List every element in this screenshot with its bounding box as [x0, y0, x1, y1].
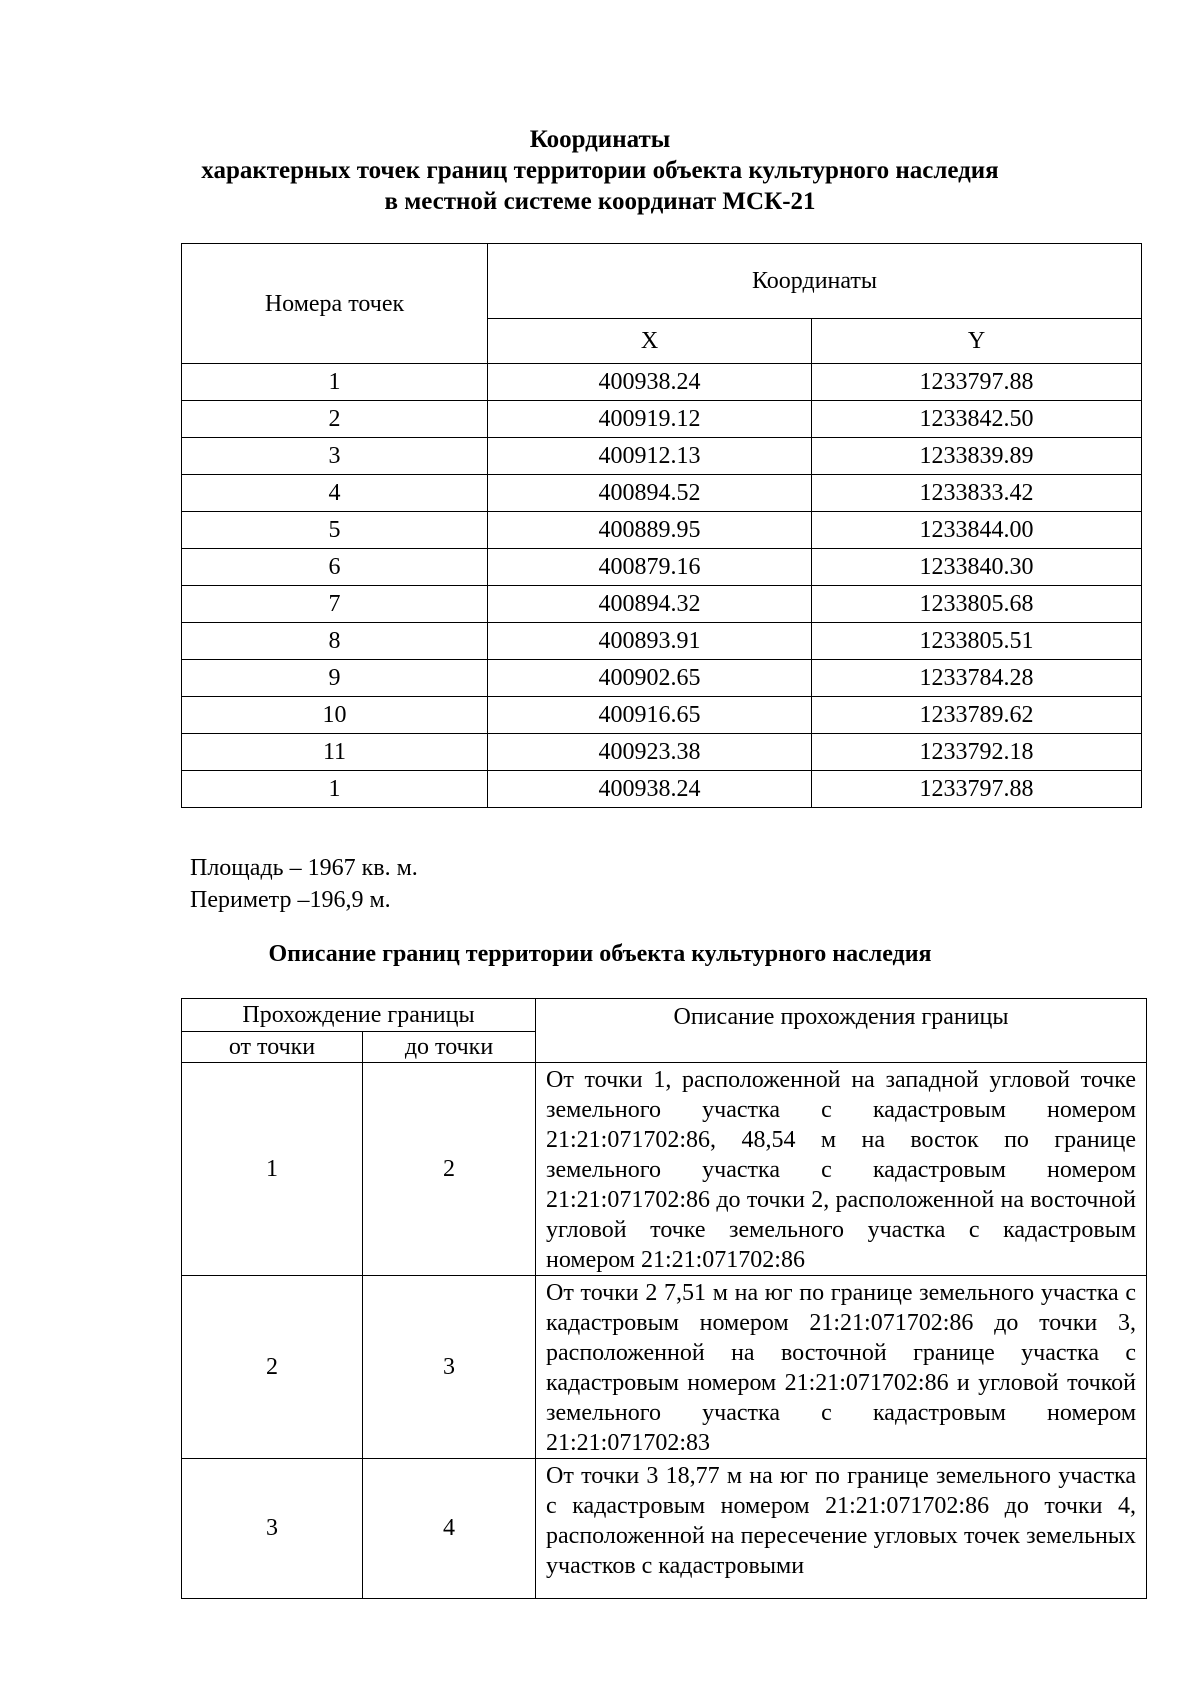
table-row [182, 438, 1142, 475]
point-number-cell: 8 [182, 623, 488, 660]
from-point-cell: 2 [182, 1276, 363, 1459]
y-coordinate-cell: 1233839.89 [812, 438, 1142, 475]
header-to-point: до точки [363, 1032, 536, 1063]
table-row [182, 401, 1142, 438]
description-cell: От точки 1, расположенной на западной угловой точке земельного участка с кадастровым номером 21:21:071702:86, 48,54 м на восток по границе земельного участка с кадастровым номером 21:21:071702:86 до точки 2, расположенной на восточной угловой точке земельного участка с кадастровым номером 21:21:071702:86 [536, 1063, 1147, 1276]
header-description: Описание прохождения границы [536, 999, 1147, 1063]
point-number-cell: 10 [182, 697, 488, 734]
description-cell: От точки 3 18,77 м на юг по границе земельного участка с кадастровым номером 21:21:071702:86 до точки 4, расположенной на пересечение угловых точек земельных участков с кадастровыми [536, 1459, 1147, 1599]
point-number-cell: 6 [182, 549, 488, 586]
point-number-cell: 9 [182, 660, 488, 697]
to-point-cell: 4 [363, 1459, 536, 1599]
header-y: Y [812, 319, 1142, 364]
table-row [182, 1063, 1147, 1276]
table-row [182, 623, 1142, 660]
header-passage: Прохождение границы [182, 999, 536, 1032]
point-number-cell: 1 [182, 364, 488, 401]
x-coordinate-cell: 400938.24 [488, 771, 812, 808]
y-coordinate-cell: 1233797.88 [812, 364, 1142, 401]
y-coordinate-cell: 1233842.50 [812, 401, 1142, 438]
table-row [182, 734, 1142, 771]
x-coordinate-cell: 400923.38 [488, 734, 812, 771]
x-coordinate-cell: 400894.52 [488, 475, 812, 512]
title-line-3: в местной системе координат МСК-21 [384, 188, 816, 215]
point-number-cell: 5 [182, 512, 488, 549]
area-text: Площадь – 1967 кв. м. [190, 855, 418, 881]
header-coordinates: Координаты [488, 244, 1142, 319]
x-coordinate-cell: 400916.65 [488, 697, 812, 734]
point-number-cell: 2 [182, 401, 488, 438]
from-point-cell: 3 [182, 1459, 363, 1599]
point-number-cell: 3 [182, 438, 488, 475]
point-number-cell: 7 [182, 586, 488, 623]
y-coordinate-cell: 1233833.42 [812, 475, 1142, 512]
x-coordinate-cell: 400912.13 [488, 438, 812, 475]
table-row [182, 1459, 1147, 1599]
y-coordinate-cell: 1233784.28 [812, 660, 1142, 697]
x-coordinate-cell: 400879.16 [488, 549, 812, 586]
point-number-cell: 11 [182, 734, 488, 771]
to-point-cell: 2 [363, 1063, 536, 1276]
boundary-description-table [181, 998, 1147, 1599]
point-number-cell: 4 [182, 475, 488, 512]
table-row [182, 364, 1142, 401]
table-row [182, 586, 1142, 623]
description-cell: От точки 2 7,51 м на юг по границе земельного участка с кадастровым номером 21:21:071702:86 до точки 3, расположенной на восточной границе участка с кадастровым номером 21:21:071702:86 и угловой точкой земельного участка с кадастровым номером 21:21:071702:83 [536, 1276, 1147, 1459]
table-row [182, 660, 1142, 697]
y-coordinate-cell: 1233797.88 [812, 771, 1142, 808]
header-x: X [488, 319, 812, 364]
y-coordinate-cell: 1233805.51 [812, 623, 1142, 660]
section-title: Описание границ территории объекта культурного наследия [268, 941, 932, 967]
x-coordinate-cell: 400919.12 [488, 401, 812, 438]
perimeter-text: Периметр –196,9 м. [190, 887, 391, 913]
area-summary [190, 852, 418, 916]
y-coordinate-cell: 1233792.18 [812, 734, 1142, 771]
x-coordinate-cell: 400938.24 [488, 364, 812, 401]
y-coordinate-cell: 1233805.68 [812, 586, 1142, 623]
from-point-cell: 1 [182, 1063, 363, 1276]
y-coordinate-cell: 1233789.62 [812, 697, 1142, 734]
table-row [182, 771, 1142, 808]
point-number-cell: 1 [182, 771, 488, 808]
table-row [182, 1276, 1147, 1459]
header-point-numbers: Номера точек [182, 244, 488, 364]
x-coordinate-cell: 400902.65 [488, 660, 812, 697]
title-line-1: Координаты [529, 126, 671, 153]
table-row [182, 475, 1142, 512]
x-coordinate-cell: 400893.91 [488, 623, 812, 660]
title-line-2: характерных точек границ территории объекта культурного наследия [201, 157, 999, 184]
x-coordinate-cell: 400894.32 [488, 586, 812, 623]
document-title [0, 124, 1200, 217]
table-row [182, 697, 1142, 734]
table-row [182, 549, 1142, 586]
header-from-point: от точки [182, 1032, 363, 1063]
to-point-cell: 3 [363, 1276, 536, 1459]
table-row [182, 512, 1142, 549]
coordinates-table [181, 243, 1142, 808]
y-coordinate-cell: 1233840.30 [812, 549, 1142, 586]
x-coordinate-cell: 400889.95 [488, 512, 812, 549]
y-coordinate-cell: 1233844.00 [812, 512, 1142, 549]
